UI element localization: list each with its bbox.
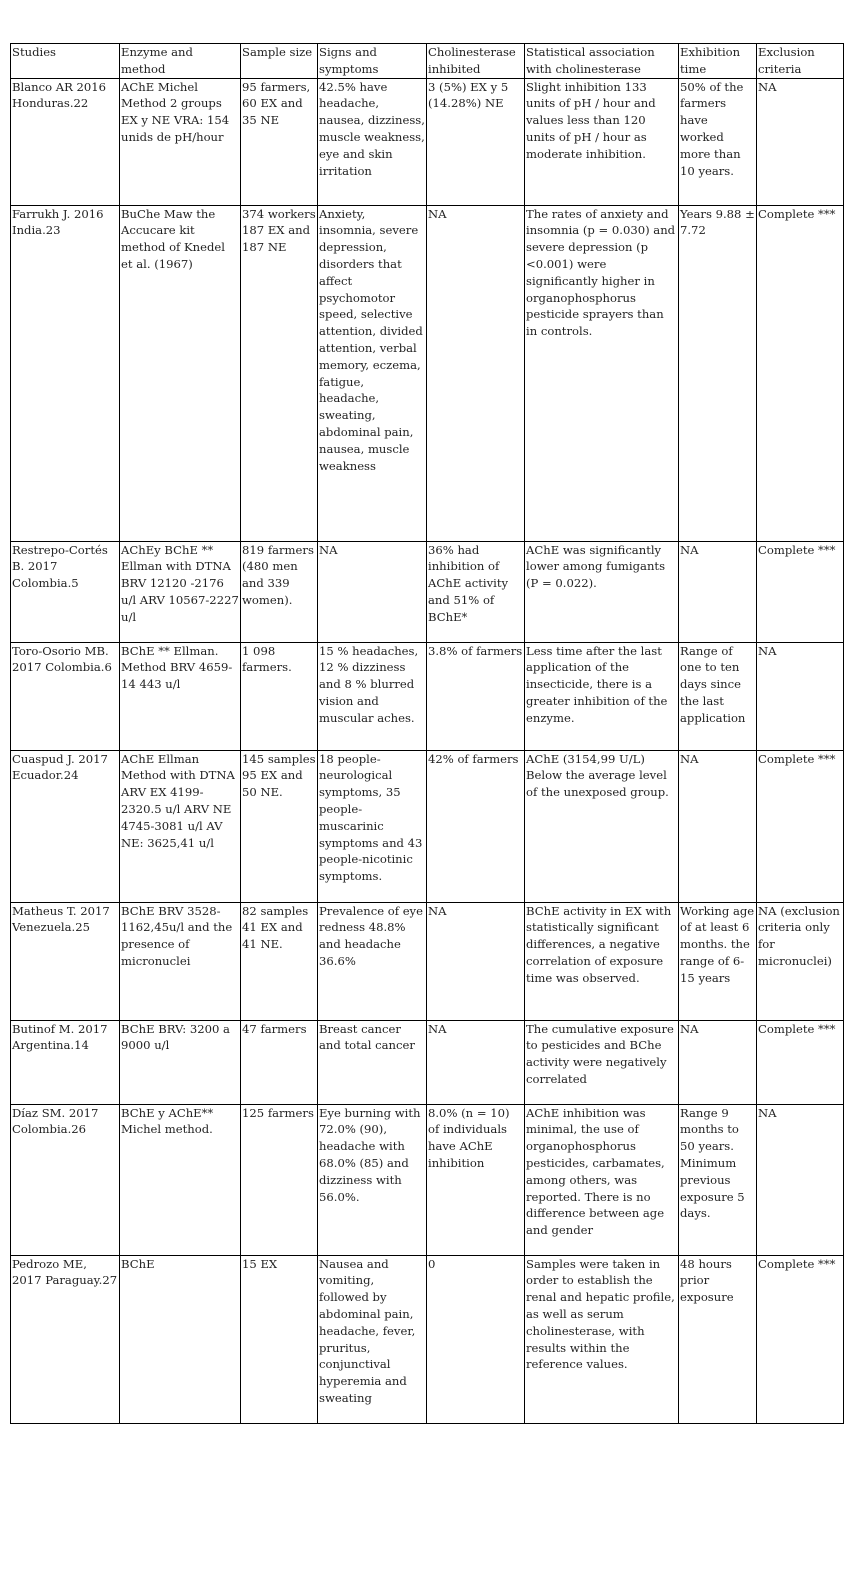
cell-study: Farrukh J. 2016 India.23 <box>11 205 120 541</box>
cell-sample-size: 15 EX <box>241 1255 318 1423</box>
cell-study: Toro-Osorio MB. 2017 Colombia.6 <box>11 642 120 750</box>
cell-exhibition-time: Years 9.88 ± 7.72 <box>679 205 757 541</box>
header-exclusion-criteria: Exclusion criteria <box>757 44 844 79</box>
cell-cholinesterase-inhibited: NA <box>427 205 525 541</box>
cell-enzyme-method: AChE Ellman Method with DTNA ARV EX 4199- 2320.5 u/l ARV NE 4745-3081 u/l AV NE: 3625,41 u/l <box>120 750 241 902</box>
cell-enzyme-method: BChE BRV 3528-1162,45u/l and the presence of micronuclei <box>120 902 241 1020</box>
cell-statistical-association: Less time after the last application of the insecticide, there is a greater inhibition of the enzyme. <box>525 642 679 750</box>
table-row <box>11 902 844 1020</box>
header-enzyme-method: Enzyme and method <box>120 44 241 79</box>
cell-sample-size: 82 samples 41 EX and 41 NE. <box>241 902 318 1020</box>
cell-statistical-association: Samples were taken in order to establish the renal and hepatic profile, as well as serum cholinesterase, with results within the reference values. <box>525 1255 679 1423</box>
cell-exhibition-time: Range of one to ten days since the last application <box>679 642 757 750</box>
cell-cholinesterase-inhibited: 36% had inhibition of AChE activity and 51% of BChE* <box>427 541 525 642</box>
cell-exclusion-criteria: Complete *** <box>757 750 844 902</box>
table-row <box>11 541 844 642</box>
header-row <box>11 44 844 79</box>
cell-study: Blanco AR 2016 Honduras.22 <box>11 78 120 205</box>
cell-cholinesterase-inhibited: 8.0% (n = 10) of individuals have AChE inhibition <box>427 1104 525 1255</box>
cell-enzyme-method: BChE ** Ellman. Method BRV 4659-14 443 u/l <box>120 642 241 750</box>
cell-exhibition-time: NA <box>679 750 757 902</box>
cell-signs-symptoms: Anxiety, insomnia, severe depression, disorders that affect psychomotor speed, selective attention, divided attention, verbal memory, eczema, fatigue, headache, sweating, abdominal pain, nausea, muscle weakness <box>318 205 427 541</box>
cell-signs-symptoms: 42.5% have headache, nausea, dizziness, muscle weakness, eye and skin irritation <box>318 78 427 205</box>
cell-study: Cuaspud J. 2017 Ecuador.24 <box>11 750 120 902</box>
cell-exclusion-criteria: NA <box>757 78 844 205</box>
cell-exclusion-criteria: Complete *** <box>757 1020 844 1104</box>
cell-sample-size: 819 farmers (480 men and 339 women). <box>241 541 318 642</box>
cell-signs-symptoms: Eye burning with 72.0% (90), headache with 68.0% (85) and dizziness with 56.0%. <box>318 1104 427 1255</box>
cell-exclusion-criteria: NA <box>757 1104 844 1255</box>
header-exhibition-time: Exhibition time <box>679 44 757 79</box>
cell-signs-symptoms: Nausea and vomiting, followed by abdominal pain, headache, fever, pruritus, conjunctival hyperemia and sweating <box>318 1255 427 1423</box>
table-row <box>11 1020 844 1104</box>
cell-study: Pedrozo ME, 2017 Paraguay.27 <box>11 1255 120 1423</box>
studies-table <box>10 43 844 1424</box>
cell-statistical-association: AChE was significantly lower among fumigants (P = 0.022). <box>525 541 679 642</box>
cell-cholinesterase-inhibited: 3.8% of farmers <box>427 642 525 750</box>
table-row <box>11 205 844 541</box>
cell-study: Butinof M. 2017 Argentina.14 <box>11 1020 120 1104</box>
cell-sample-size: 374 workers 187 EX and 187 NE <box>241 205 318 541</box>
header-studies: Studies <box>11 44 120 79</box>
cell-statistical-association: The rates of anxiety and insomnia (p = 0.030) and severe depression (p <0.001) were significantly higher in organophosphorus pesticide sprayers than in controls. <box>525 205 679 541</box>
cell-signs-symptoms: Breast cancer and total cancer <box>318 1020 427 1104</box>
cell-study: Matheus T. 2017 Venezuela.25 <box>11 902 120 1020</box>
cell-sample-size: 145 samples 95 EX and 50 NE. <box>241 750 318 902</box>
cell-exclusion-criteria: NA (exclusion criteria only for micronuclei) <box>757 902 844 1020</box>
cell-exhibition-time: NA <box>679 1020 757 1104</box>
cell-exclusion-criteria: Complete *** <box>757 205 844 541</box>
cell-exhibition-time: NA <box>679 541 757 642</box>
cell-signs-symptoms: Prevalence of eye redness 48.8% and headache 36.6% <box>318 902 427 1020</box>
cell-exclusion-criteria: Complete *** <box>757 1255 844 1423</box>
cell-exclusion-criteria: Complete *** <box>757 541 844 642</box>
cell-sample-size: 47 farmers <box>241 1020 318 1104</box>
cell-exclusion-criteria: NA <box>757 642 844 750</box>
cell-sample-size: 1 098 farmers. <box>241 642 318 750</box>
header-cholinesterase-inhibited: Cholinesterase inhibited <box>427 44 525 79</box>
cell-statistical-association: AChE (3154,99 U/L) Below the average level of the unexposed group. <box>525 750 679 902</box>
cell-sample-size: 95 farmers, 60 EX and 35 NE <box>241 78 318 205</box>
cell-cholinesterase-inhibited: NA <box>427 1020 525 1104</box>
table-row <box>11 1255 844 1423</box>
cell-enzyme-method: BChE BRV: 3200 a 9000 u/l <box>120 1020 241 1104</box>
cell-exhibition-time: 50% of the farmers have worked more than 10 years. <box>679 78 757 205</box>
cell-enzyme-method: BChE y AChE** Michel method. <box>120 1104 241 1255</box>
table-row <box>11 642 844 750</box>
cell-cholinesterase-inhibited: 3 (5%) EX y 5 (14.28%) NE <box>427 78 525 205</box>
table-row <box>11 78 844 205</box>
cell-exhibition-time: 48 hours prior exposure <box>679 1255 757 1423</box>
cell-statistical-association: The cumulative exposure to pesticides and BChe activity were negatively correlated <box>525 1020 679 1104</box>
cell-enzyme-method: BChE <box>120 1255 241 1423</box>
cell-signs-symptoms: 15 % headaches, 12 % dizziness and 8 % blurred vision and muscular aches. <box>318 642 427 750</box>
cell-signs-symptoms: 18 people-neurological symptoms, 35 people-muscarinic symptoms and 43 people-nicotinic symptoms. <box>318 750 427 902</box>
cell-sample-size: 125 farmers <box>241 1104 318 1255</box>
cell-enzyme-method: AChE Michel Method 2 groups EX y NE VRA: 154 unids de pH/hour <box>120 78 241 205</box>
cell-enzyme-method: AChEy BChE ** Ellman with DTNA BRV 12120 -2176 u/l ARV 10567-2227 u/l <box>120 541 241 642</box>
cell-exhibition-time: Working age of at least 6 months. the range of 6- 15 years <box>679 902 757 1020</box>
cell-exhibition-time: Range 9 months to 50 years. Minimum previous exposure 5 days. <box>679 1104 757 1255</box>
table-row <box>11 1104 844 1255</box>
cell-signs-symptoms: NA <box>318 541 427 642</box>
header-sample-size: Sample size <box>241 44 318 79</box>
table-row <box>11 750 844 902</box>
cell-enzyme-method: BuChe Maw the Accucare kit method of Knedel et al. (1967) <box>120 205 241 541</box>
header-statistical-association: Statistical association with cholinesterase <box>525 44 679 79</box>
cell-study: Díaz SM. 2017 Colombia.26 <box>11 1104 120 1255</box>
cell-cholinesterase-inhibited: NA <box>427 902 525 1020</box>
cell-study: Restrepo-Cortés B. 2017 Colombia.5 <box>11 541 120 642</box>
cell-statistical-association: Slight inhibition 133 units of pH / hour and values less than 120 units of pH / hour as moderate inhibition. <box>525 78 679 205</box>
table-body <box>11 78 844 1423</box>
cell-statistical-association: BChE activity in EX with statistically significant differences, a negative correlation of exposure time was observed. <box>525 902 679 1020</box>
cell-statistical-association: AChE inhibition was minimal, the use of organophosphorus pesticides, carbamates, among others, was reported. There is no difference between age and gender <box>525 1104 679 1255</box>
table-header <box>11 44 844 79</box>
cell-cholinesterase-inhibited: 0 <box>427 1255 525 1423</box>
cell-cholinesterase-inhibited: 42% of farmers <box>427 750 525 902</box>
header-signs-symptoms: Signs and symptoms <box>318 44 427 79</box>
